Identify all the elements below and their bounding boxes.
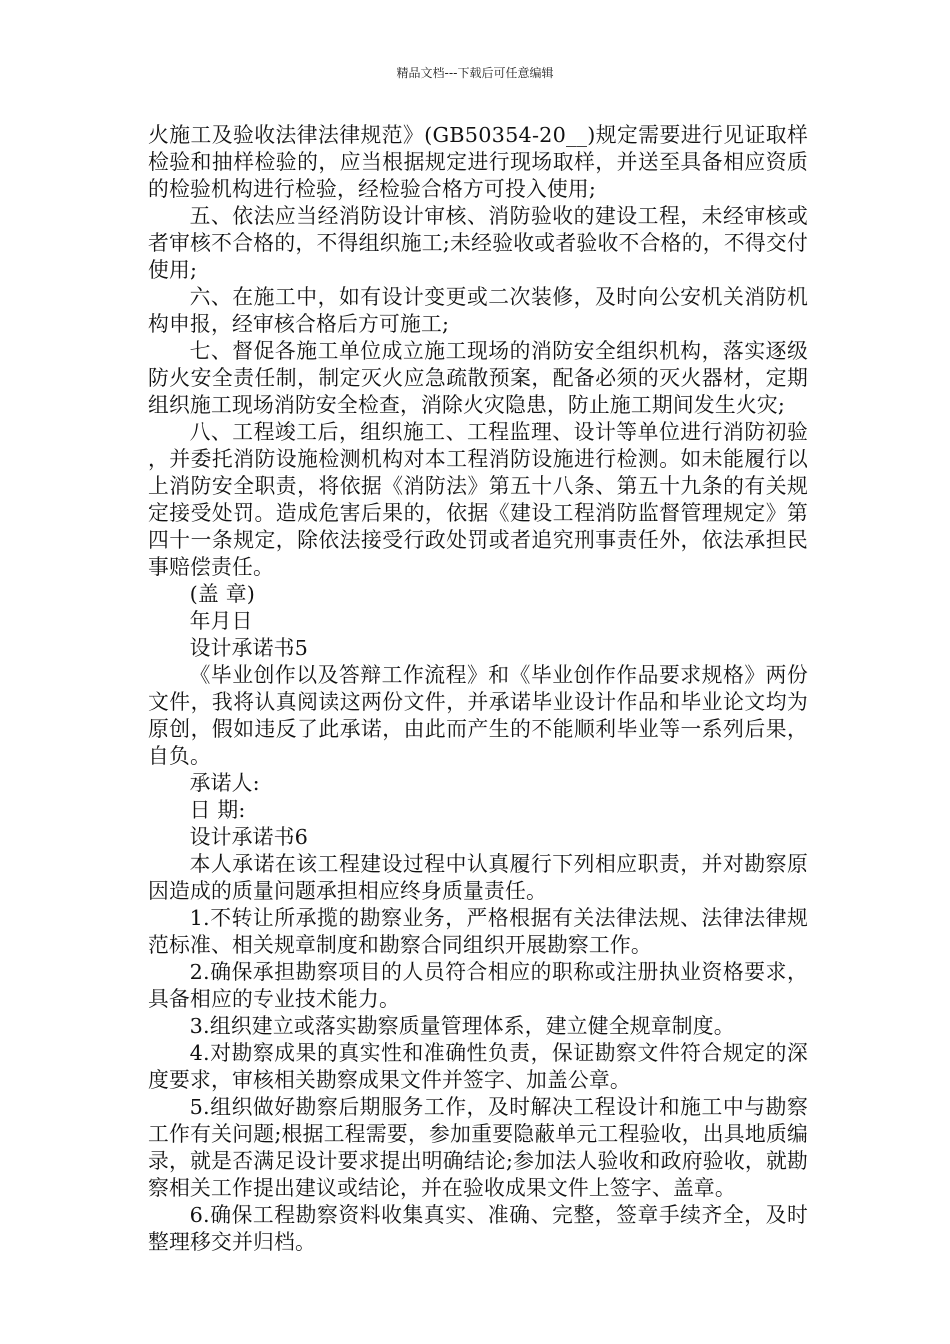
page-header: 精品文档---下载后可任意编辑 bbox=[396, 66, 554, 80]
list-item: 1.不转让所承揽的勘察业务，严格根据有关法律法规、法律法律规范标准、相关规章制度和勘察合同组织开展勘察工作。 bbox=[148, 906, 808, 957]
document-body bbox=[148, 122, 808, 1256]
paragraph: 火施工及验收法律法律规范》(GB50354-20__)规定需要进行见证取样检验和抽样检验的，应当根据规定进行现场取样，并送至具备相应资质的检验机构进行检验，经检验合格方可投入使用; bbox=[148, 123, 808, 201]
paragraph: 《毕业创作以及答辩工作流程》和《毕业创作作品要求规格》两份文件，我将认真阅读这两份文件，并承诺毕业设计作品和毕业论文均为原创，假如违反了此承诺，由此而产生的不能顺利毕业等一系列后果，自负。 bbox=[148, 663, 808, 768]
list-item: 6.确保工程勘察资料收集真实、准确、完整，签章手续齐全，及时整理移交并归档。 bbox=[148, 1203, 808, 1254]
paragraph: 六、在施工中，如有设计变更或二次装修，及时向公安机关消防机构申报，经审核合格后方可施工; bbox=[148, 285, 808, 336]
paragraph: 五、依法应当经消防设计审核、消防验收的建设工程，未经审核或者审核不合格的，不得组织施工;未经验收或者验收不合格的，不得交付使用; bbox=[148, 204, 808, 282]
section-title: 设计承诺书6 bbox=[189, 825, 309, 849]
section-title: 设计承诺书5 bbox=[189, 636, 309, 660]
date-line: 日 期: bbox=[189, 798, 246, 822]
paragraph: 本人承诺在该工程建设过程中认真履行下列相应职责，并对勘察原因造成的质量问题承担相应终身质量责任。 bbox=[148, 852, 808, 903]
list-item: 4.对勘察成果的真实性和准确性负责，保证勘察文件符合规定的深度要求，审核相关勘察成果文件并签字、加盖公章。 bbox=[148, 1041, 808, 1092]
paragraph: 七、督促各施工单位成立施工现场的消防安全组织机构，落实逐级防火安全责任制，制定灭火应急疏散预案，配备必须的灭火器材，定期组织施工现场消防安全检查，消除火灾隐患，防止施工期间发生火灾; bbox=[148, 339, 808, 417]
seal-line: (盖 章) bbox=[189, 582, 256, 606]
list-item: 5.组织做好勘察后期服务工作，及时解决工程设计和施工中与勘察工作有关问题;根据工程需要，参加重要隐蔽单元工程验收，出具地质编录，就是否满足设计要求提出明确结论;参加法人验收和政府验收，就勘察相关工作提出建议或结论，并在验收成果文件上签字、盖章。 bbox=[148, 1095, 808, 1200]
list-item: 3.组织建立或落实勘察质量管理体系，建立健全规章制度。 bbox=[189, 1014, 735, 1038]
paragraph: 八、工程竣工后，组织施工、工程监理、设计等单位进行消防初验，并委托消防设施检测机构对本工程消防设施进行检测。如未能履行以上消防安全职责，将依据《消防法》第五十八条、第五十九条的有关规定接受处罚。造成危害后果的，依据《建设工程消防监督管理规定》第四十一条规定，除依法接受行政处罚或者追究刑事责任外，依法承担民事赔偿责任。 bbox=[148, 420, 808, 579]
date-line: 年月日 bbox=[189, 609, 253, 633]
list-item: 2.确保承担勘察项目的人员符合相应的职称或注册执业资格要求，具备相应的专业技术能力。 bbox=[148, 960, 808, 1011]
signer-line: 承诺人: bbox=[189, 771, 260, 795]
